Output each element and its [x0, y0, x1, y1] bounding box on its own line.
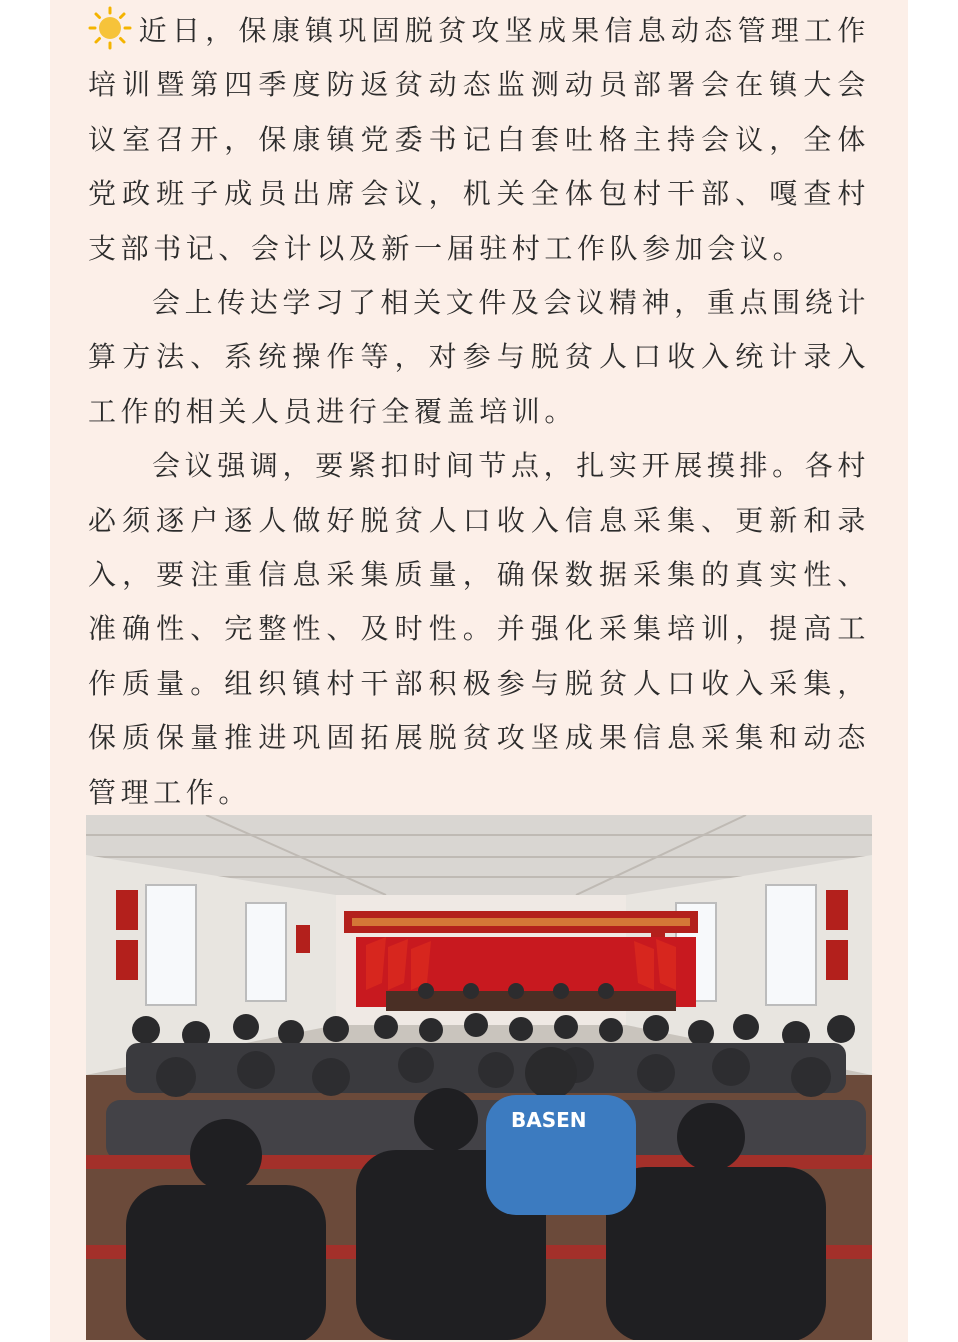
- jacket-text: BASEN: [511, 1108, 587, 1132]
- sun-icon: [88, 6, 132, 50]
- meeting-photo: [86, 815, 872, 1340]
- paragraph-1: [88, 4, 870, 276]
- paragraph-2: 会上传达学习了相关文件及会议精神，重点围绕计算方法、系统操作等，对参与脱贫人口收入统计录入工作的相关人员进行全覆盖培训。: [88, 286, 870, 428]
- meeting-photo-illustration: [86, 815, 872, 1340]
- article-body: [88, 4, 870, 820]
- paragraph-3: 会议强调，要紧扣时间节点，扎实开展摸排。各村必须逐户逐人做好脱贫人口收入信息采集、更新和录入，要注重信息采集质量，确保数据采集的真实性、准确性、完整性、及时性。并强化采集培训，提高工作质量。组织镇村干部积极参与脱贫人口收入采集，保质保量推进巩固拓展脱贫攻坚成果信息采集和动态管理工作。: [88, 449, 870, 809]
- paragraph-1-text: 近日，保康镇巩固脱贫攻坚成果信息动态管理工作培训暨第四季度防返贫动态监测动员部署会在镇大会议室召开，保康镇党委书记白套吐格主持会议，全体党政班子成员出席会议，机关全体包村干部、嘎查村支部书记、会计以及新一届驻村工作队参加会议。: [88, 14, 870, 265]
